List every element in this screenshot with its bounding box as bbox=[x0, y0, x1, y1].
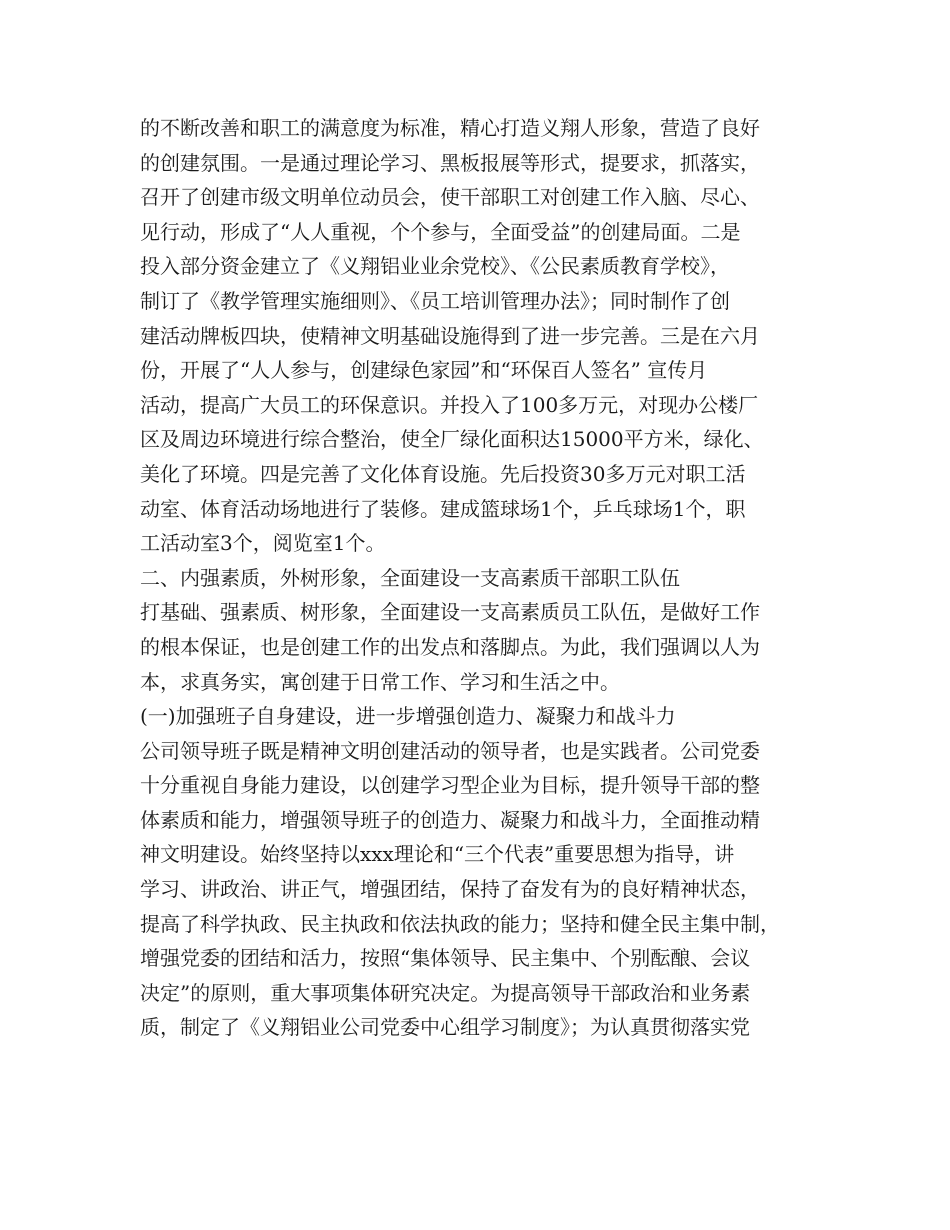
text-line: 建活动牌板四块，使精神文明基础设施得到了进一步完善。三是在六月 bbox=[140, 323, 760, 348]
subsection-heading: (一)加强班子自身建设，进一步增强创造力、凝聚力和战斗力 bbox=[140, 704, 676, 729]
document-body bbox=[140, 111, 830, 1045]
text-line: 区及周边环境进行综合整治，使全厂绿化面积达15000平方米，绿化、 bbox=[140, 427, 764, 452]
text-line: 投入部分资金建立了《义翔铝业业余党校》、《公民素质教育学校》， bbox=[140, 254, 730, 279]
text-line: 份，开展了“人人参与，创建绿色家园”和“环保百人签名” 宣传月 bbox=[140, 358, 708, 383]
text-line: 提高了科学执政、民主执政和依法执政的能力；坚持和健全民主集中制， bbox=[140, 911, 780, 936]
text-line: 体素质和能力，增强领导班子的创造力、凝聚力和战斗力，全面推动精 bbox=[140, 807, 760, 832]
text-line: 活动，提高广大员工的环保意识。并投入了100多万元，对现办公楼厂 bbox=[140, 392, 759, 417]
text-line: 召开了创建市级文明单位动员会，使干部职工对创建工作入脑、尽心、 bbox=[140, 185, 760, 210]
text-line: 美化了环境。四是完善了文化体育设施。先后投资30多万元对职工活 bbox=[140, 461, 746, 486]
text-line: 打基础、强素质、树形象，全面建设一支高素质员工队伍，是做好工作 bbox=[140, 600, 760, 625]
text-line: 公司领导班子既是精神文明创建活动的领导者，也是实践者。公司党委 bbox=[140, 738, 760, 763]
text-line: 的创建氛围。一是通过理论学习、黑板报展等形式，提要求，抓落实， bbox=[140, 150, 760, 175]
text-line: 的不断改善和职工的满意度为标准，精心打造义翔人形象，营造了良好 bbox=[140, 116, 760, 140]
text-line: 制订了《教学管理实施细则》、《员工培训管理办法》；同时制作了创 bbox=[140, 288, 730, 313]
text-line: 增强党委的团结和活力，按照“集体领导、民主集中、个别酝酿、会议 bbox=[140, 946, 751, 971]
text-line: 见行动，形成了“人人重视，个个参与，全面受益”的创建局面。二是 bbox=[140, 219, 741, 244]
text-line: 本，求真务实，寓创建于日常工作、学习和生活之中。 bbox=[140, 669, 620, 694]
section-heading: 二、内强素质，外树形象，全面建设一支高素质干部职工队伍 bbox=[140, 565, 680, 590]
text-line: 十分重视自身能力建设，以创建学习型企业为目标，提升领导干部的整 bbox=[140, 773, 760, 798]
text-line: 决定”的原则，重大事项集体研究决定。为提高领导干部政治和业务素 bbox=[140, 980, 751, 1005]
text-line: 动室、体育活动场地进行了装修。建成篮球场1个，乒乓球场1个，职 bbox=[140, 496, 746, 521]
text-line: 学习、讲政治、讲正气，增强团结，保持了奋发有为的良好精神状态， bbox=[140, 877, 760, 902]
text-line: 神文明建设。始终坚持以xxx理论和“三个代表”重要思想为指导，讲 bbox=[140, 842, 735, 867]
text-line: 工活动室3个，阅览室1个。 bbox=[140, 531, 386, 556]
text-line: 的根本保证，也是创建工作的出发点和落脚点。为此，我们强调以人为 bbox=[140, 634, 760, 659]
text-line: 质，制定了《义翔铝业公司党委中心组学习制度》；为认真贯彻落实党 bbox=[140, 1015, 750, 1040]
